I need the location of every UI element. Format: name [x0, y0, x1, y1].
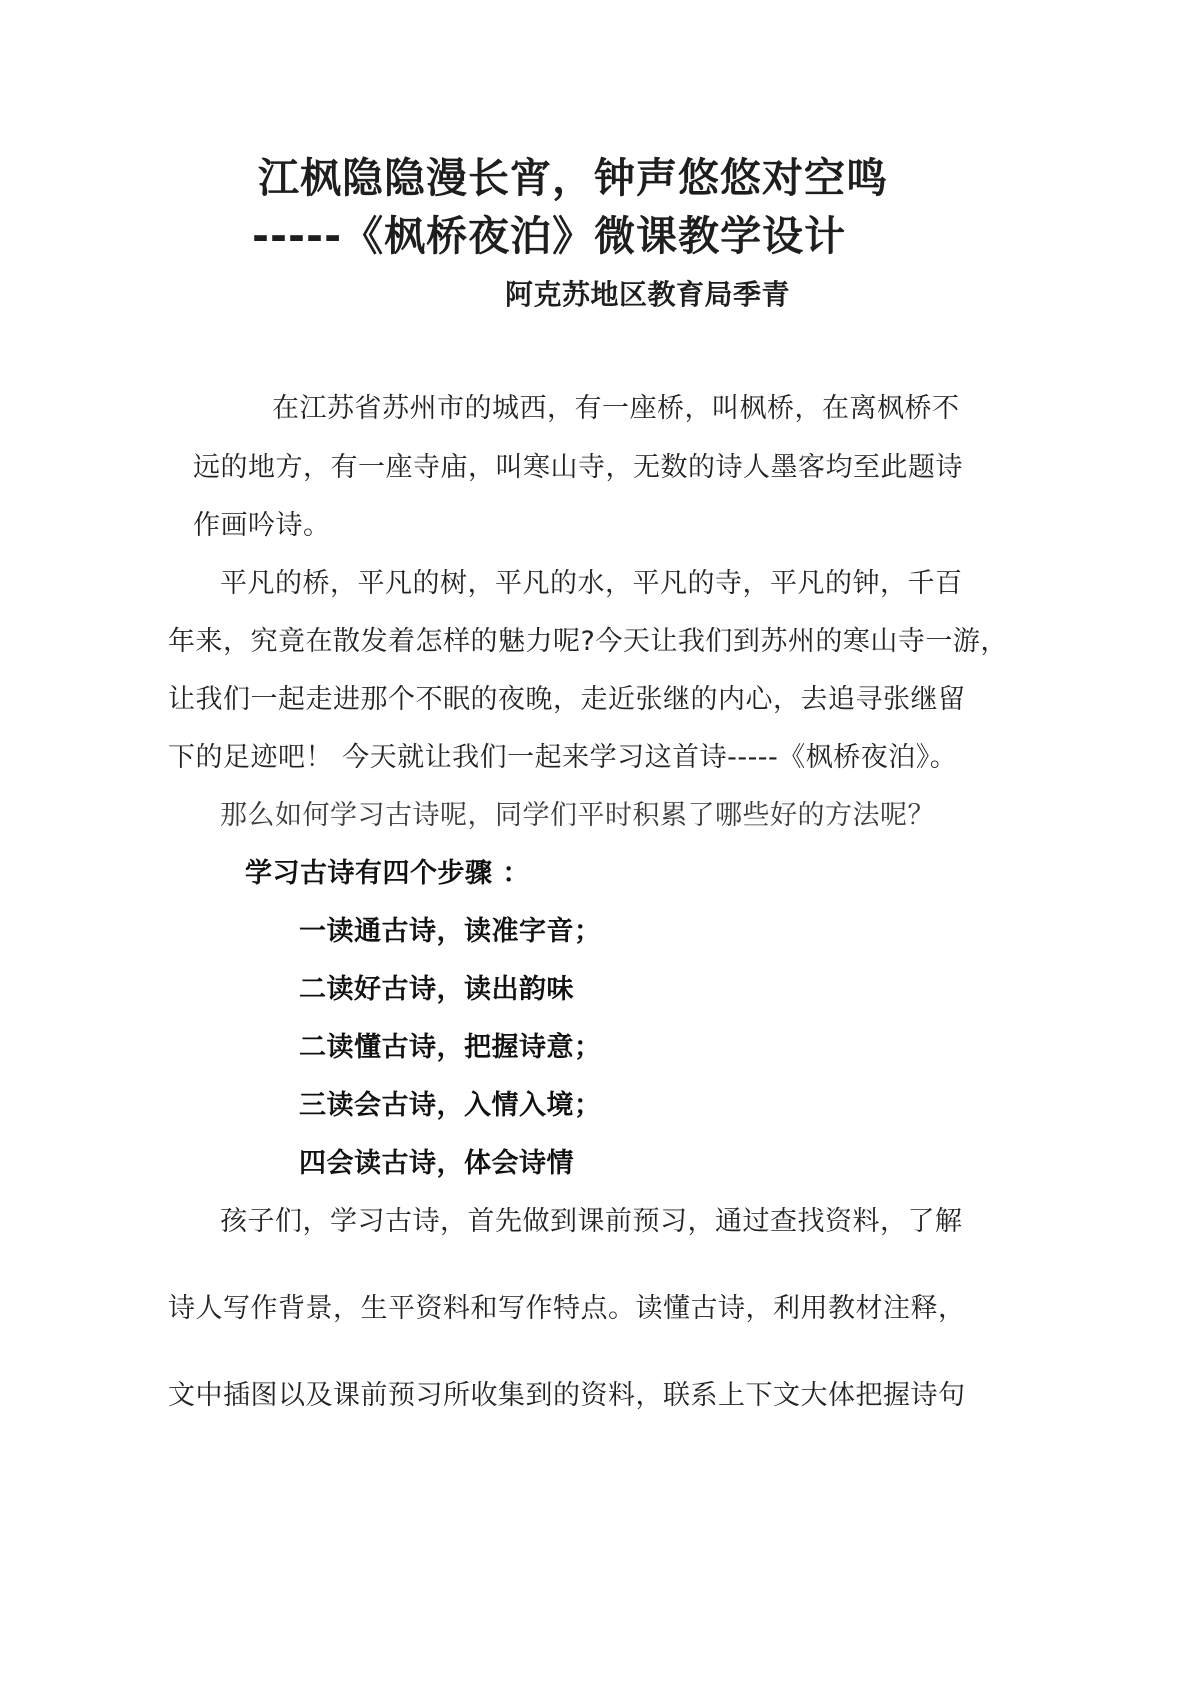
- charm-line-2: 年来，究竟在散发着怎样的魅力呢?今天让我们到苏州的寒山寺一游，: [168, 626, 1008, 657]
- closing-line-2: 诗人写作背景，生平资料和写作特点。读懂古诗，利用教材注释，: [168, 1293, 966, 1324]
- step-item-5: 四会读古诗，体会诗情: [299, 1148, 574, 1179]
- step-item-2: 二读好古诗，读出韵味: [299, 974, 574, 1005]
- closing-line-3: 文中插图以及课前预习所收集到的资料，联系上下文大体把握诗句: [168, 1380, 966, 1411]
- intro-line-2: 远的地方，有一座寺庙，叫寒山寺，无数的诗人墨客均至此题诗: [193, 452, 963, 483]
- step-item-1: 一读通古诗，读准字音；: [299, 916, 602, 947]
- charm-line-3: 让我们一起走进那个不眠的夜晚，走近张继的内心，去追寻张继留: [168, 684, 966, 715]
- question-line: 那么如何学习古诗呢，同学们平时积累了哪些好的方法呢？: [220, 800, 935, 831]
- step-item-3: 二读懂古诗，把握诗意；: [299, 1032, 602, 1063]
- title-line-2: -----《枫桥夜泊》微课教学设计: [252, 212, 847, 260]
- charm-line-4: 下的足迹吧！ 今天就让我们一起来学习这首诗-----《枫桥夜泊》。: [168, 742, 958, 773]
- intro-line-3: 作画吟诗。: [193, 510, 331, 541]
- intro-line-1: 在江苏省苏州市的城西，有一座桥，叫枫桥，在离枫桥不: [272, 393, 960, 424]
- title-line-1: 江枫隐隐漫长宵，钟声悠悠对空鸣: [258, 154, 888, 202]
- steps-heading: 学习古诗有四个步骤 ：: [245, 858, 530, 889]
- author-line: 阿克苏地区教育局季青: [505, 278, 791, 311]
- charm-line-1: 平凡的桥，平凡的树，平凡的水，平凡的寺，平凡的钟，千百: [220, 568, 963, 599]
- closing-line-1: 孩子们，学习古诗，首先做到课前预习，通过查找资料，了解: [220, 1206, 963, 1237]
- step-item-4: 三读会古诗，入情入境；: [299, 1090, 602, 1121]
